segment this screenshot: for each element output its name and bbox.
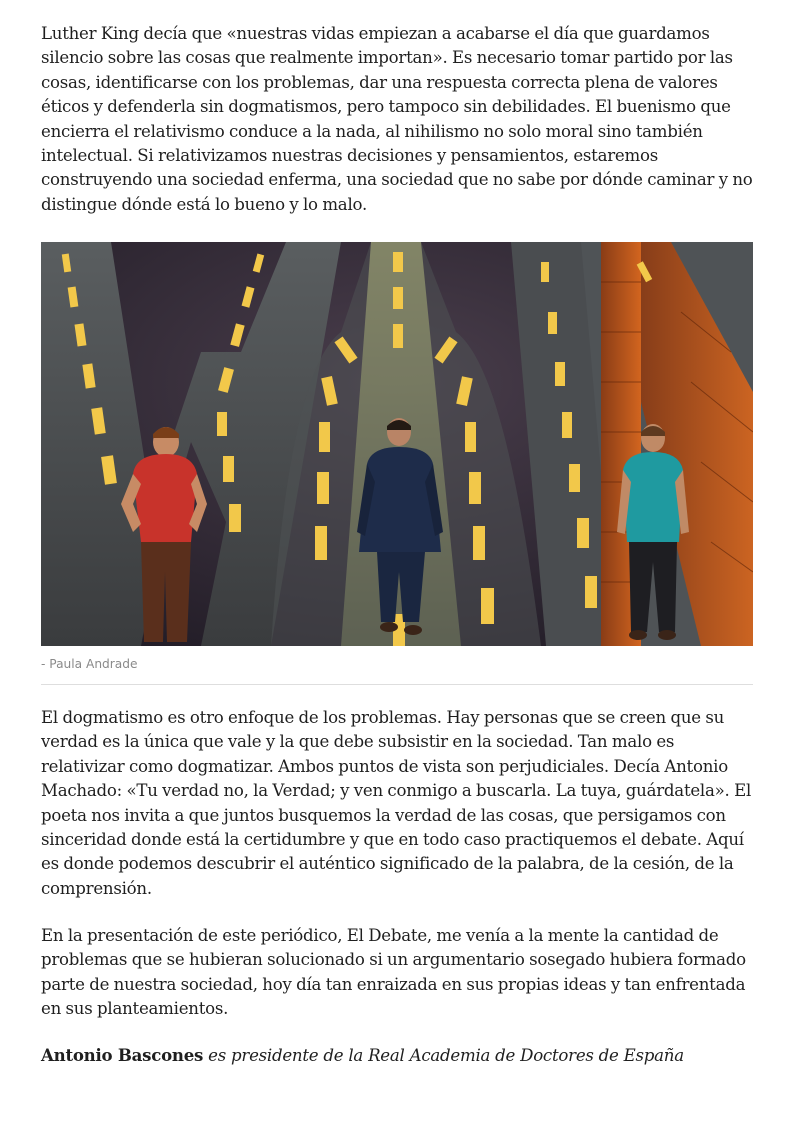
author-name: Antonio Bascones <box>41 1045 204 1065</box>
paragraph-dogmatism: El dogmatismo es otro enfoque de los problemas. Hay personas que se creen que su verdad es la única que vale y la que debe subsistir en la sociedad. Tan malo es relativizar como dogmatizar. Ambos puntos de vista son perjudiciales. Decía Antonio Machado: «Tu verdad no, la Verdad; y ven conmigo a buscarla. La tuya, guárdatela». El poeta nos invita a que juntos busquemos la verdad de las cosas, que persigamos con sinceridad donde está la certidumbre y que en todo caso practiquemos el debate. Aquí es donde podemos descubrir el auténtico significado de la palabra, de la cesión, de la comprensión. <box>41 708 752 898</box>
author-role: es presidente de la Real Academia de Doctores de España <box>208 1046 684 1065</box>
paragraph-intro: Luther King decía que «nuestras vidas empiezan a acabarse el día que guardamos silencio sobre las cosas que realmente importan». Es necesario tomar partido por las cosas, identificarse con los problemas, dar una respuesta correcta plena de valores éticos y defenderla sin dogmatismos, pero tampoco sin debilidades. El buenismo que encierra el relativismo conduce a la nada, al nihilismo no solo moral sino también intelectual. Si relativizamos nuestras decisiones y pensamientos, estaremos construyendo una sociedad enferma, una sociedad que no sabe por dónde caminar y no distingue dónde está lo bueno y lo malo. <box>41 24 753 214</box>
paragraph-dogmatism-wrapper <box>41 706 753 901</box>
paragraph-debate-wrapper <box>41 924 753 1022</box>
caption-divider <box>41 684 753 685</box>
article-illustration <box>41 242 753 646</box>
article-body <box>41 22 753 217</box>
image-caption: - Paula Andrade <box>41 657 138 671</box>
author-signature <box>41 1043 753 1068</box>
paragraph-debate: En la presentación de este periódico, El Debate, me venía a la mente la cantidad de problemas que se hubieran solucionado si un argumentario sosegado hubiera formado parte de nuestra sociedad, hoy día tan enraizada en sus propias ideas y tan enfrentada en sus planteamientos. <box>41 926 746 1019</box>
illustration-roads-three-men <box>41 242 753 646</box>
